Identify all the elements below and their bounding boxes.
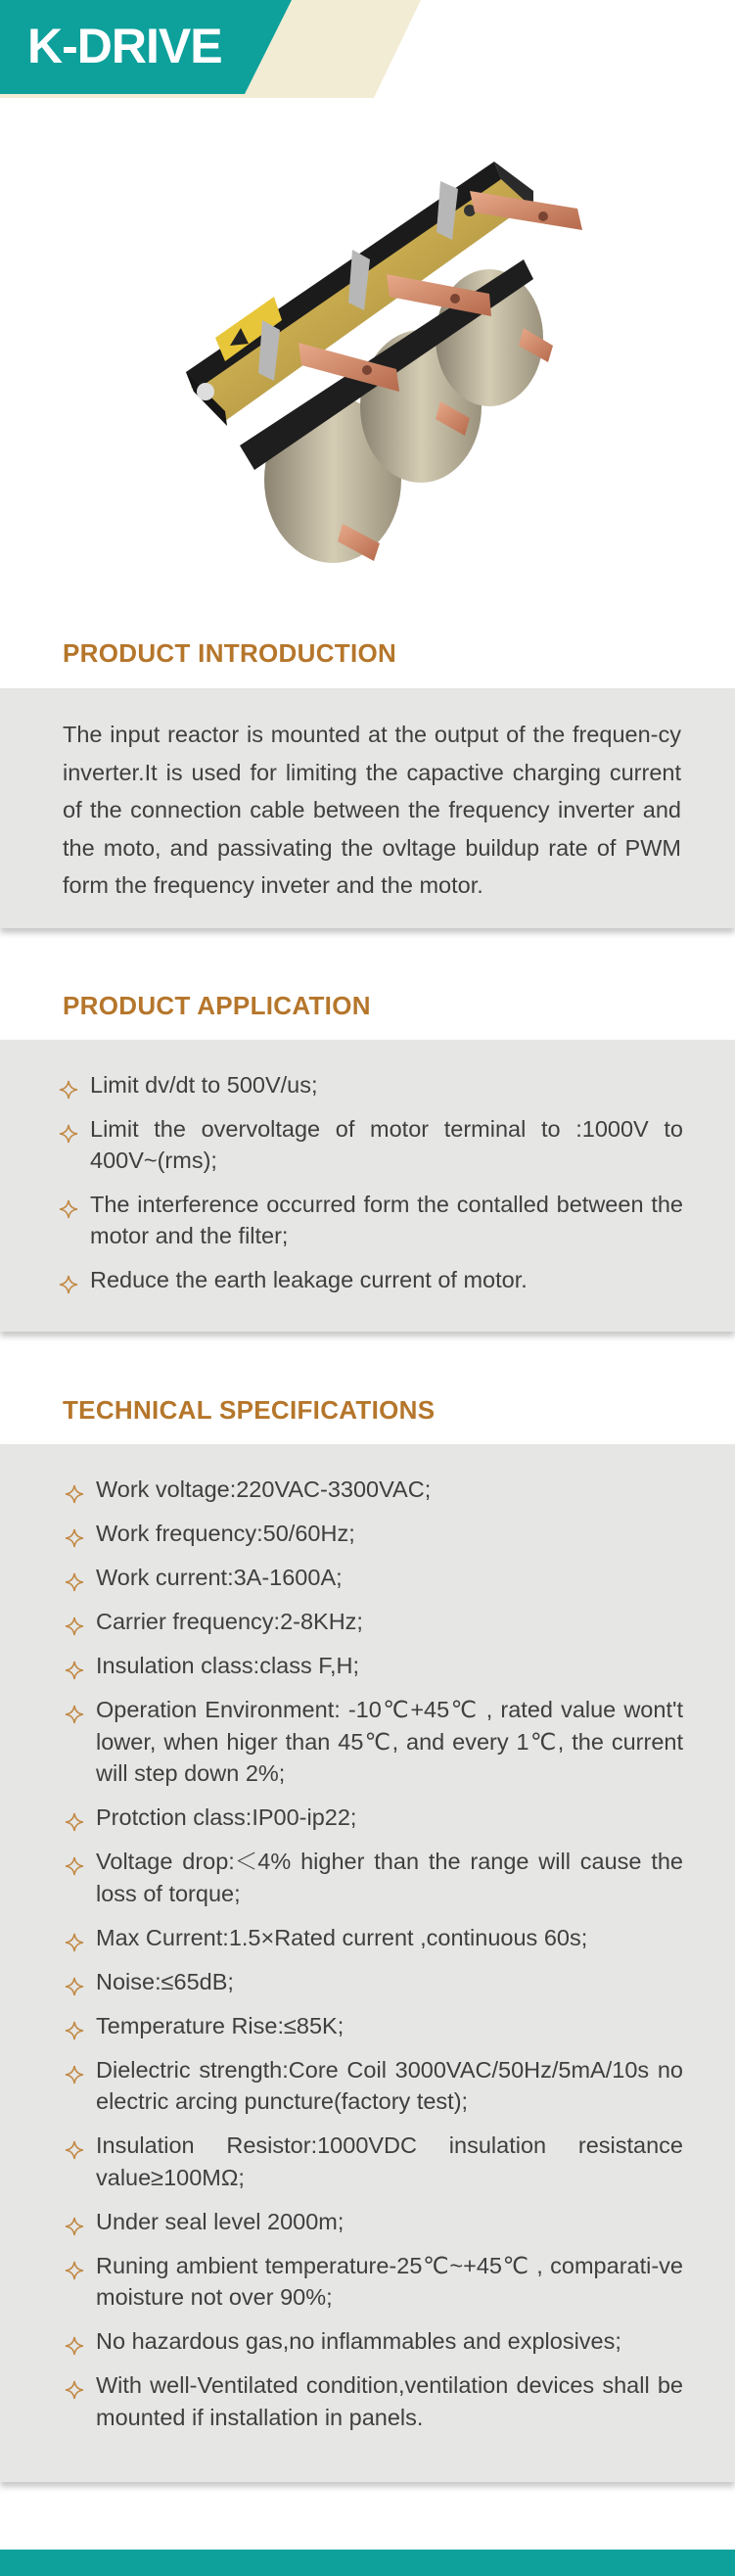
list-item-text: Dielectric strength:Core Coil 3000VAC/50Hz/5mA/10s no electric arcing puncture(factory test); <box>96 2056 683 2114</box>
sparkle-bullet-icon <box>65 2376 84 2396</box>
list-item-text: Work current:3A-1600A; <box>96 1565 343 1590</box>
sparkle-bullet-icon <box>65 1657 84 1676</box>
list-item-text: With well-Ventilated condition,ventilation devices shall be mounted if installation in panels. <box>96 2372 683 2430</box>
list-item-text: Protction class:IP00-ip22; <box>96 1804 357 1830</box>
sparkle-bullet-icon <box>65 2332 84 2352</box>
sparkle-bullet-icon <box>59 1120 78 1140</box>
list-item-text: Voltage drop:＜4% higher than the range will cause the loss of torque; <box>96 1849 683 1906</box>
reactor-illustration <box>147 93 656 592</box>
sparkle-bullet-icon <box>59 1271 78 1290</box>
list-item <box>63 2369 683 2433</box>
list-item-text: Work voltage:220VAC-3300VAC; <box>96 1476 432 1502</box>
list-item <box>63 1802 683 1834</box>
specifications-heading: TECHNICAL SPECIFICATIONS <box>63 1395 436 1425</box>
sparkle-bullet-icon <box>65 2136 84 2156</box>
list-item <box>63 2206 683 2238</box>
application-panel <box>0 1040 735 1332</box>
sparkle-bullet-icon <box>59 1076 78 1096</box>
list-item <box>63 1846 683 1909</box>
list-item <box>63 1474 683 1506</box>
list-item <box>63 1562 683 1594</box>
sparkle-bullet-icon <box>65 1569 84 1588</box>
brand-header <box>0 0 735 98</box>
list-item <box>63 1694 683 1790</box>
sparkle-bullet-icon <box>65 1929 84 1948</box>
sparkle-bullet-icon <box>59 1195 78 1215</box>
list-item-text: Limit dv/dt to 500V/us; <box>90 1072 318 1098</box>
list-item-text: No hazardous gas,no inflammables and explosives; <box>96 2328 621 2354</box>
list-item <box>63 2130 683 2193</box>
list-item-text: Runing ambient temperature-25℃~+45℃ , comparati-ve moisture not over 90%; <box>96 2252 683 2310</box>
list-item-text: Work frequency:50/60Hz; <box>96 1521 355 1546</box>
list-item <box>57 1069 683 1101</box>
list-item-text: Max Current:1.5×Rated current ,continuous 60s; <box>96 1924 588 1950</box>
sparkle-bullet-icon <box>65 1973 84 1992</box>
application-list <box>57 1069 683 1307</box>
list-item-text: Under seal level 2000m; <box>96 2208 345 2234</box>
list-item <box>57 1264 683 1296</box>
introduction-heading: PRODUCT INTRODUCTION <box>63 638 397 668</box>
list-item <box>63 1650 683 1682</box>
list-item-text: Carrier frequency:2-8KHz; <box>96 1609 363 1634</box>
sparkle-bullet-icon <box>65 1808 84 1828</box>
product-image <box>147 93 656 592</box>
list-item-text: Insulation class:class F,H; <box>96 1653 360 1678</box>
brand-logo-text: K-DRIVE <box>27 19 222 73</box>
specifications-panel <box>0 1444 735 2482</box>
list-item <box>63 1966 683 1998</box>
sparkle-bullet-icon <box>65 1701 84 1720</box>
list-item-text: Limit the overvoltage of motor terminal to :1000V to 400V~(rms); <box>90 1115 683 1173</box>
list-item <box>63 1606 683 1638</box>
application-heading: PRODUCT APPLICATION <box>63 991 371 1020</box>
list-item-text: Temperature Rise:≤85K; <box>96 2012 345 2038</box>
list-item <box>63 1518 683 1550</box>
sparkle-bullet-icon <box>65 2213 84 2232</box>
list-item <box>57 1113 683 1177</box>
introduction-panel <box>0 688 735 928</box>
list-item <box>63 2325 683 2358</box>
sparkle-bullet-icon <box>65 1480 84 1500</box>
sparkle-bullet-icon <box>65 1852 84 1872</box>
list-item-text: Insulation Resistor:1000VDC insulation resistance value≥100MΩ; <box>96 2132 683 2190</box>
sparkle-bullet-icon <box>65 2061 84 2081</box>
sparkle-bullet-icon <box>65 1613 84 1632</box>
list-item <box>63 2054 683 2118</box>
list-item <box>57 1189 683 1252</box>
specifications-list <box>63 1474 683 2446</box>
introduction-body: The input reactor is mounted at the output of the frequen-cy inverter.It is used for limiting the capactive charging current of the connection cable between the frequency inverter and the moto, and passivating the ovltage buildup rate of PWM form the frequency inveter and the motor. <box>63 722 681 898</box>
list-item-text: Operation Environment: -10℃+45℃ , rated value wont't lower, when higer than 45℃, and every 1℃, the current will step down 2%; <box>96 1697 683 1786</box>
sparkle-bullet-icon <box>65 2257 84 2276</box>
sparkle-bullet-icon <box>65 2017 84 2037</box>
list-item <box>63 1922 683 1954</box>
footer-accent-bar <box>0 2550 735 2576</box>
list-item <box>63 2250 683 2314</box>
sparkle-bullet-icon <box>65 1524 84 1544</box>
list-item-text: The interference occurred form the contalled between the motor and the filter; <box>90 1191 683 1248</box>
list-item <box>63 2010 683 2042</box>
list-item-text: Reduce the earth leakage current of motor. <box>90 1266 528 1292</box>
list-item-text: Noise:≤65dB; <box>96 1968 234 1994</box>
